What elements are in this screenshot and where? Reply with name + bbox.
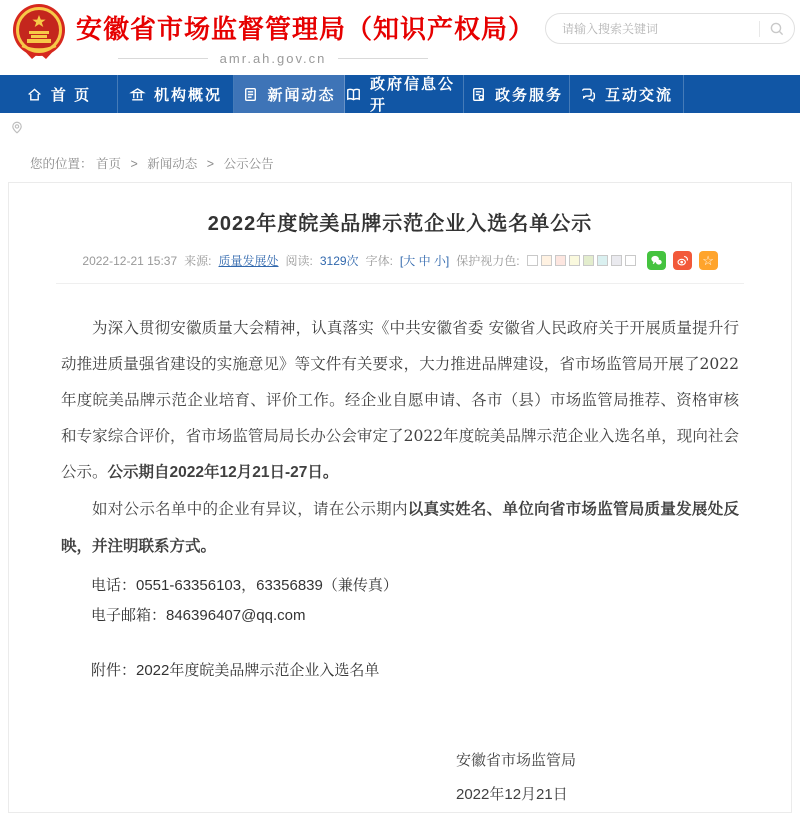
source-link[interactable]: 质量发展处 [218, 254, 279, 268]
site-title: 安徽省市场监督管理局（知识产权局） [76, 14, 536, 44]
site-url-row [118, 51, 428, 66]
source-label: 来源: [184, 254, 212, 268]
paragraph-bold-text: 公示期自2022年12月21日-27日。 [107, 464, 339, 481]
breadcrumb-item-news[interactable]: 新闻动态 [147, 157, 198, 171]
nav-item-home[interactable] [0, 75, 118, 113]
search-icon [769, 21, 785, 37]
divider-line [56, 283, 744, 284]
breadcrumb [30, 154, 800, 172]
divider-line [118, 58, 208, 59]
article-meta [9, 251, 791, 270]
nav-label: 机构概况 [153, 86, 222, 104]
signature-block [61, 744, 739, 812]
article-body [9, 310, 791, 812]
eye-color-swatch[interactable] [611, 255, 622, 266]
nav-label: 新闻动态 [267, 86, 336, 104]
site-header [0, 0, 800, 75]
nav-item-news[interactable] [234, 75, 345, 113]
service-document-icon [470, 86, 487, 103]
eye-protect-label: 保护视力色: [456, 254, 520, 268]
nav-label: 政务服务 [494, 86, 563, 104]
eye-color-swatch[interactable] [583, 255, 594, 266]
national-emblem-logo[interactable] [10, 3, 68, 63]
attachment-link[interactable]: 附件：2022年度皖美品牌示范企业入选名单 [91, 662, 380, 679]
favorite-star-icon[interactable]: ☆ [699, 251, 718, 270]
breadcrumb-item-notices[interactable]: 公示公告 [223, 157, 274, 171]
paragraph-objection [61, 491, 739, 565]
eye-color-swatch[interactable] [541, 255, 552, 266]
news-document-icon [242, 86, 259, 103]
paragraph-bold-text: 以真实姓名、单位向省市场监管局质量发展处反映，并注明联系方式。 [61, 501, 739, 555]
wechat-share-icon[interactable] [647, 251, 666, 270]
nav-item-interaction[interactable] [570, 75, 684, 113]
paragraph-text: 如对公示名单中的企业有异议，请在公示期内 [92, 500, 408, 518]
eye-color-swatch[interactable] [625, 255, 636, 266]
eye-color-swatch[interactable] [569, 255, 580, 266]
nav-item-gov-services[interactable] [464, 75, 570, 113]
divider-line [338, 58, 428, 59]
search-input[interactable] [546, 22, 759, 36]
site-url: amr.ah.gov.cn [219, 51, 327, 66]
paragraph-text: 为深入贯彻安徽质量大会精神，认真落实《中共安徽省委 安徽省人民政府关于开展质量提升行动推进质量强省建设的实施意见》等文件有关要求，大力推进品牌建设，省市场监管局开展了2022年度皖美品牌示范企业培育、评价工作。经企业自愿申请、各市（县）市场监管局推荐、资格审核和专家综合评价，省市场监管局局长办公会审定了2022年度皖美品牌示范企业入选名单，现向社会公示。 [61, 319, 739, 481]
eye-color-swatch[interactable] [597, 255, 608, 266]
search-box [545, 13, 795, 44]
font-size-options[interactable]: [大 中 小] [399, 254, 450, 268]
contact-email: 电子邮箱：846396407@qq.com [91, 607, 306, 624]
nav-label: 政府信息公开 [370, 76, 456, 114]
nav-label: 互动交流 [604, 86, 673, 104]
nav-item-gov-info[interactable] [345, 75, 464, 113]
location-pin-icon [10, 120, 24, 135]
eye-color-swatches [527, 255, 636, 266]
publish-datetime: 2022-12-21 15:37 [82, 253, 178, 268]
bank-icon [129, 86, 146, 103]
eye-color-swatch[interactable] [527, 255, 538, 266]
breadcrumb-separator: > [206, 157, 215, 171]
breadcrumb-separator: > [130, 157, 138, 171]
signature-org: 安徽省市场监管局 [456, 752, 577, 769]
article-card [8, 182, 792, 813]
home-icon [26, 86, 43, 103]
contact-phone: 电话：0551-63356103，63356839（兼传真） [91, 577, 398, 594]
signature-date: 2022年12月21日 [456, 786, 568, 803]
nav-item-org-overview[interactable] [118, 75, 234, 113]
breadcrumb-label: 您的位置： [30, 157, 93, 171]
share-buttons [647, 251, 718, 270]
main-nav [0, 75, 800, 113]
breadcrumb-item-home[interactable]: 首页 [96, 157, 122, 171]
weibo-share-icon[interactable] [673, 251, 692, 270]
chat-bubbles-icon [580, 86, 597, 103]
open-book-icon [345, 86, 362, 103]
views-count: 3129次 [319, 254, 359, 268]
eye-color-swatch[interactable] [555, 255, 566, 266]
views-label: 阅读: [285, 254, 313, 268]
nav-label: 首 页 [50, 86, 92, 104]
paragraph-intro [61, 310, 739, 491]
article-title: 2022年度皖美品牌示范企业入选名单公示 [207, 213, 593, 235]
font-size-label: 字体: [365, 254, 393, 268]
search-button[interactable] [760, 21, 794, 37]
